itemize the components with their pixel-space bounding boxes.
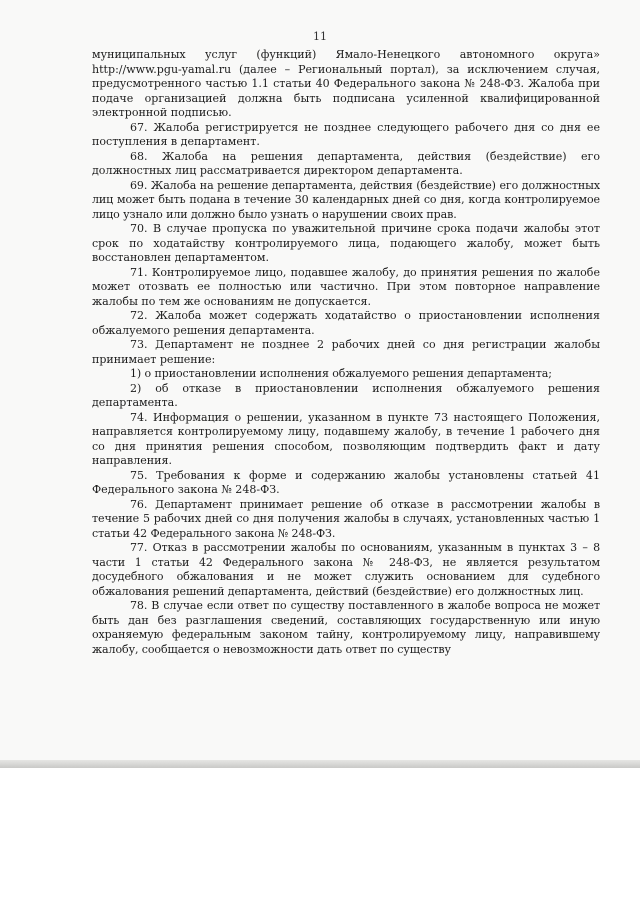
paragraph-continuation: муниципальных услуг (функций) Ямало-Ненецкого автономного округа» http://www.pgu-yamal.ru (далее – Региональный портал), за исключением случая, предусмотренного частью 1.1 статьи 40 Федерального закона № 248-ФЗ. Жалоба при подаче организацией должна быть подписана усиленной квалифицированной электронной подписью. (92, 48, 600, 119)
page-number: 11 (313, 30, 327, 43)
paragraph-74: 74. Информация о решении, указанном в пункте 73 настоящего Положения, направляется контролируемому лицу, подавшему жалобу, в течение 1 рабочего дня со дня принятия решения способом, позволяющим подтвердить факт и дату направления. (92, 410, 600, 467)
paragraph-73-item-1: 1) о приостановлении исполнения обжалуемого решения департамента; (130, 367, 552, 380)
paragraph-75: 75. Требования к форме и содержанию жалобы установлены статьей 41 Федерального закона № 248-ФЗ. (92, 468, 600, 496)
scan-edge-shadow (0, 760, 640, 768)
paragraph-71: 71. Контролируемое лицо, подавшее жалобу, до принятия решения по жалобе может отозвать ее полностью или частично. При этом повторное направление жалобы по тем же основаниям не допускается. (92, 265, 600, 308)
paragraph-72: 72. Жалоба может содержать ходатайство о приостановлении исполнения обжалуемого решения департамента. (92, 309, 600, 337)
paragraph-70: 70. В случае пропуска по уважительной причине срока подачи жалобы этот срок по ходатайству контролируемого лица, подающего жалобу, может быть восстановлен департаментом. (92, 222, 600, 264)
paragraph-78: 78. В случае если ответ по существу поставленного в жалобе вопроса не может быть дан без разглашения сведений, составляющих государственную или иную охраняемую федеральным законом тайну, контролируемому лицу, направившему жалобу, сообщается о невозможности дать ответ по существу (92, 599, 600, 656)
paragraph-68: 68. Жалоба на решения департамента, действия (бездействие) его должностных лиц рассматривается директором департамента. (92, 149, 600, 177)
document-body (92, 48, 600, 657)
paragraph-77: 77. Отказ в рассмотрении жалобы по основаниям, указанным в пунктах 3 – 8 части 1 статьи 42 Федерального закона № 248-ФЗ, не является результатом досудебного обжалования и не может служить основанием для судебного обжалования решений департамента, действий (бездействие) его должностных лиц. (92, 541, 600, 598)
paragraph-76: 76. Департамент принимает решение об отказе в рассмотрении жалобы в течение 5 рабочих дней со дня получения жалобы в случаях, установленных частью 1 статьи 42 Федерального закона № 248-ФЗ. (92, 497, 600, 540)
paragraph-67: 67. Жалоба регистрируется не позднее следующего рабочего дня со дня ее поступления в департамент. (92, 120, 600, 148)
paragraph-69: 69. Жалоба на решение департамента, действия (бездействие) его должностных лиц может быть подана в течение 30 календарных дней со дня, когда контролируемое лицо узнало или должно было узнать о нарушении своих прав. (92, 178, 600, 221)
paragraph-73: 73. Департамент не позднее 2 рабочих дней со дня регистрации жалобы принимает решение: (92, 338, 600, 366)
paragraph-73-item-2: 2) об отказе в приостановлении исполнения обжалуемого решения департамента. (92, 381, 600, 409)
